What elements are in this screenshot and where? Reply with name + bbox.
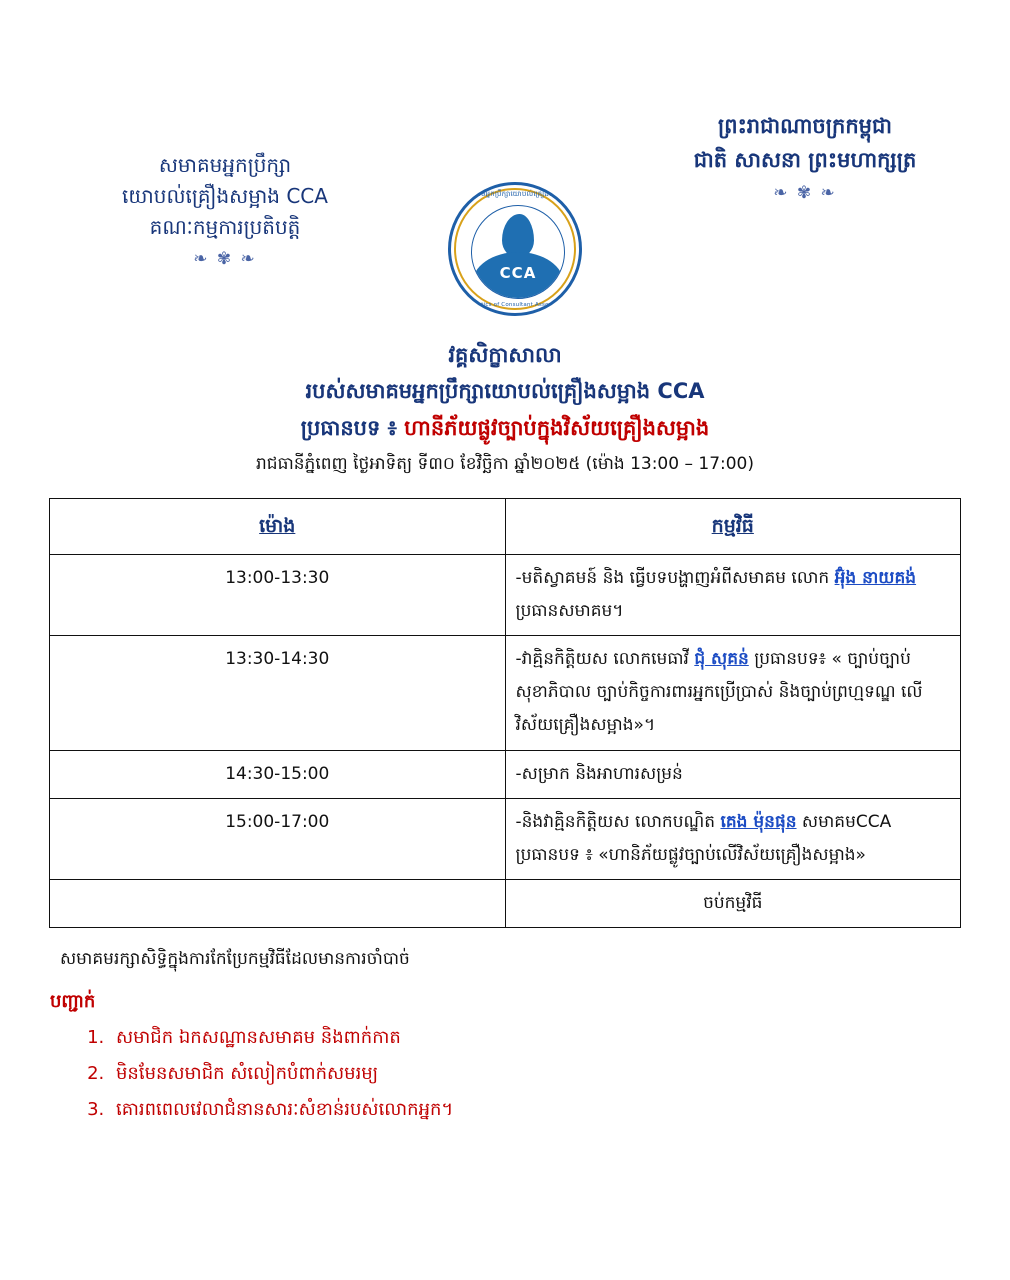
document-header	[0, 0, 1010, 316]
cell-time-empty	[50, 880, 506, 928]
ornament-left-icon: ❧ ✾ ❧	[193, 249, 257, 269]
notes-list	[86, 1020, 1010, 1128]
title-line-1: វគ្គសិក្ខាសាលា	[448, 343, 562, 367]
document-title-block	[0, 338, 1010, 480]
kingdom-line-2: ជាតិ សាសនា ព្រះមហាក្សត្រ	[693, 147, 917, 172]
cell-time: 14:30-15:00	[50, 750, 506, 798]
title-datetime-line: រាជធានីភ្នំពេញ ថ្ងៃអាទិត្យ ទី៣០ ខែវិច្ឆិកា ឆ្នាំ២០២៥ (ម៉ោង 13:00 – 17:00)	[256, 454, 754, 475]
cell-time: 13:00-13:30	[50, 554, 506, 635]
table-row	[50, 750, 961, 798]
list-item: 3. គោរពពេលវេលាជំនានសារៈសំខាន់របស់លោកអ្នក។	[110, 1092, 1010, 1128]
header-time: ម៉ោង	[50, 498, 506, 554]
program-text: -សម្រាក និងអាហារសម្រន់	[515, 763, 683, 784]
cell-program	[505, 554, 961, 635]
list-item: 2. មិនមែនសមាជិក សំលៀកបំពាក់សមរម្យ	[110, 1056, 1010, 1092]
cell-time: 15:00-17:00	[50, 798, 506, 879]
notes-section	[60, 944, 1010, 975]
logo-acronym: CCA	[499, 264, 537, 282]
ornament-right-icon: ❧ ✾ ❧	[773, 183, 837, 204]
program-text: សមាគមCCA ប្រធានបទ ៖ «ហានិភ័យផ្លូវច្បាប់លើវិស័យគ្រឿងសម្អាង»	[515, 811, 892, 865]
speaker-name[interactable]: គេង ម៉ុនផុន	[720, 811, 797, 832]
topic-label: ប្រធានបទ ៖	[300, 416, 405, 441]
organization-header	[60, 100, 390, 269]
agenda-body	[50, 554, 961, 927]
table-row	[50, 636, 961, 750]
title-topic-line	[0, 409, 1010, 449]
cell-time: 13:30-14:30	[50, 636, 506, 750]
list-item: 1. សមាជិក ឯកសណ្ឋានសមាគម និងពាក់កាត	[110, 1020, 1010, 1056]
topic-value: ហានីភ័យផ្លូវច្បាប់ក្នុងវិស័យគ្រឿងសម្អាង	[404, 416, 710, 441]
logo-inner	[471, 205, 565, 299]
cell-program	[505, 750, 961, 798]
table-header-row	[50, 498, 961, 554]
logo-arc-text: សមាគមអ្នកប្រឹក្សាយោបល់គ្រឿងសម្អាង	[462, 190, 568, 198]
program-text: ប្រធានបទ៖ « ច្បាប់ច្បាប់សុខាភិបាល ច្បាប់កិច្ចការពារអ្នកប្រើប្រាស់ និងច្បាប់ព្រហ្មទណ្ឌ លើវិស័យគ្រឿងសម្អាង»។	[515, 649, 923, 736]
cell-program	[505, 636, 961, 750]
title-line-2: របស់សមាគមអ្នកប្រឹក្សាយោបល់គ្រឿងសម្អាង CCA	[305, 378, 705, 403]
program-text: -និងវាគ្មិនកិត្តិយស លោកបណ្ឌិត	[515, 811, 721, 832]
speaker-name[interactable]: អ៊ុំង នាយគង់	[834, 567, 917, 588]
program-text: -មតិស្វាគមន៍ និង ធ្វើបទបង្ហាញអំពីសមាគម លោក	[515, 567, 835, 588]
logo-bottom-text: Cosmetics of Consultant Association	[461, 302, 569, 308]
kingdom-line-1: ព្រះរាជាណាចក្រកម្ពុជា	[717, 114, 892, 138]
program-text: -វាគ្មិនកិត្តិយស លោកមេធាវី	[515, 649, 695, 670]
program-text: ប្រធានសមាគម។	[515, 601, 624, 622]
cell-closing: ចប់កម្មវិធី	[505, 880, 961, 928]
agenda-table	[49, 498, 961, 928]
org-line-3: គណៈកម្មការប្រតិបត្តិ	[149, 215, 301, 239]
table-row-closing	[50, 880, 961, 928]
table-row	[50, 798, 961, 879]
speaker-name[interactable]: ជុំ សុគន់	[694, 649, 749, 670]
logo-container	[440, 100, 590, 316]
org-line-1: សមាគមអ្នកប្រឹក្សា	[158, 153, 292, 177]
cca-logo-icon	[448, 182, 582, 316]
header-program: កម្មវិធី	[505, 498, 961, 554]
cell-program	[505, 798, 961, 879]
notes-intro: សមាគមរក្សាសិទ្ធិក្នុងការកែប្រែកម្មវិធីដែលមានការចាំបាច់	[60, 949, 410, 970]
table-row	[50, 554, 961, 635]
kingdom-header	[640, 100, 970, 203]
org-line-2: យោបល់គ្រឿងសម្អាង CCA	[122, 184, 328, 208]
notes-heading: បញ្ជាក់	[50, 990, 96, 1012]
